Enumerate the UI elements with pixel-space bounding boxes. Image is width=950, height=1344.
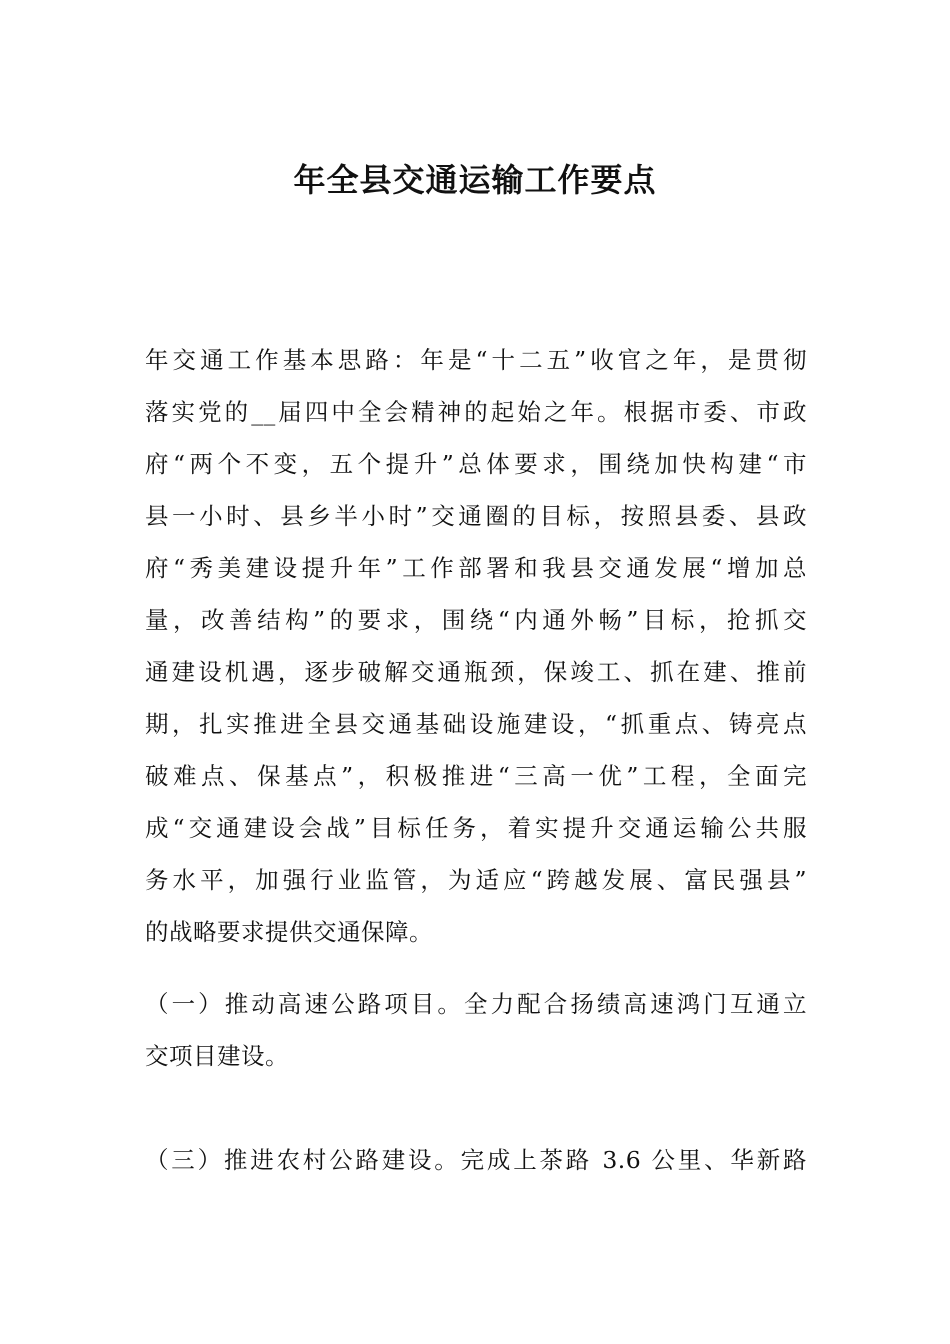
paragraph-line: 期，扎实推进全县交通基础设施建设，“抓重点、铸亮点 [145, 710, 807, 738]
paragraph-rural-roads [145, 1134, 807, 1186]
document-title: 年全县交通运输工作要点 [293, 161, 657, 199]
paragraph-line: （一）推动高速公路项目。全力配合扬绩高速鸿门互通立 [145, 990, 807, 1018]
paragraph-line: 破难点、保基点”，积极推进“三高一优”工程，全面完 [145, 762, 807, 790]
paragraph-line: 的战略要求提供交通保障。 [145, 918, 433, 946]
paragraph-line: 落实党的__届四中全会精神的起始之年。根据市委、市政 [145, 398, 807, 426]
paragraph-line: 年交通工作基本思路：年是“十二五”收官之年，是贯彻 [145, 346, 807, 374]
paragraph-line: 通建设机遇，逐步破解交通瓶颈，保竣工、抓在建、推前 [145, 658, 807, 686]
paragraph-line: 府“秀美建设提升年”工作部署和我县交通发展“增加总 [145, 554, 807, 582]
paragraph-line: 量，改善结构”的要求，围绕“内通外畅”目标，抢抓交 [145, 606, 807, 634]
paragraph-line: 交项目建设。 [145, 1042, 289, 1070]
paragraph-line: 县一小时、县乡半小时”交通圈的目标，按照县委、县政 [145, 502, 807, 530]
paragraph-line: 务水平，加强行业监管，为适应“跨越发展、富民强县” [145, 866, 807, 894]
paragraph-line: 府“两个不变，五个提升”总体要求，围绕加快构建“市 [145, 450, 807, 478]
paragraph-line: （三）推进农村公路建设。完成上茶路 3.6 公里、华新路 [145, 1146, 807, 1174]
paragraph-line: 成“交通建设会战”目标任务，着实提升交通运输公共服 [145, 814, 807, 842]
paragraph-expressway-projects [145, 978, 807, 1082]
paragraph-basic-approach [145, 334, 807, 958]
